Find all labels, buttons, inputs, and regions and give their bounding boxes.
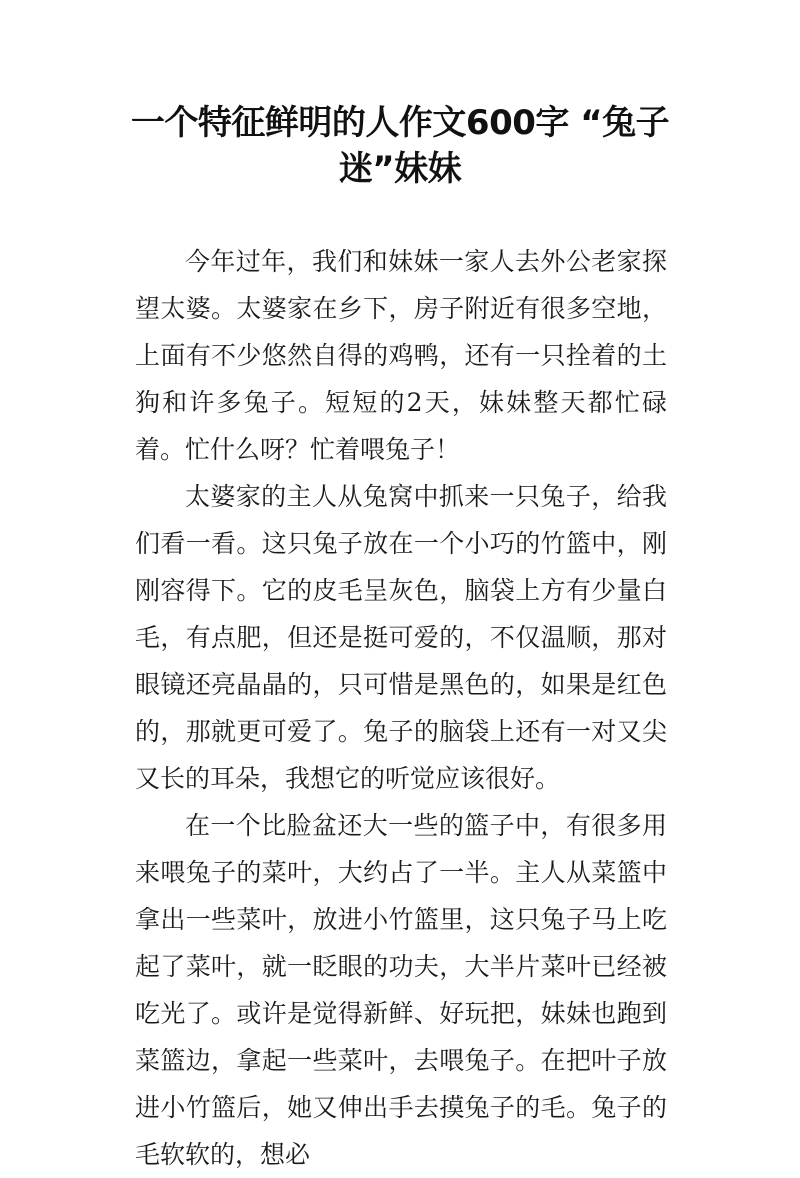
document-body: [135, 238, 667, 1178]
paragraph-3: 在一个比脸盆还大一些的篮子中，有很多用来喂兔子的菜叶，大约占了一半。主人从菜篮中拿出一些菜叶，放进小竹篮里，这只兔子马上吃起了菜叶，就一眨眼的功夫，大半片菜叶已经被吃光了。或许是觉得新鲜、好玩把，妹妹也跑到菜篮边，拿起一些菜叶，去喂兔子。在把叶子放进小竹篮后，她又伸出手去摸兔子的毛。兔子的毛软软的，想必: [135, 811, 667, 1169]
paragraph-2: 太婆家的主人从兔窝中抓来一只兔子，给我们看一看。这只兔子放在一个小巧的竹篮中，刚刚容得下。它的皮毛呈灰色，脑袋上方有少量白毛，有点肥，但还是挺可爱的，不仅温顺，那对眼镜还亮晶晶的，只可惜是黑色的，如果是红色的，那就更可爱了。兔子的脑袋上还有一对又尖又长的耳朵，我想它的听觉应该很好。: [135, 482, 667, 793]
document-title: 一个特征鲜明的人作文600字 “兔子迷”妹妹: [130, 103, 670, 189]
paragraph-1: 今年过年，我们和妹妹一家人去外公老家探望太婆。太婆家在乡下，房子附近有很多空地，上面有不少悠然自得的鸡鸭，还有一只拴着的土狗和许多兔子。短短的2天，妹妹整天都忙碌着。忙什么呀？忙着喂兔子！: [135, 247, 667, 464]
